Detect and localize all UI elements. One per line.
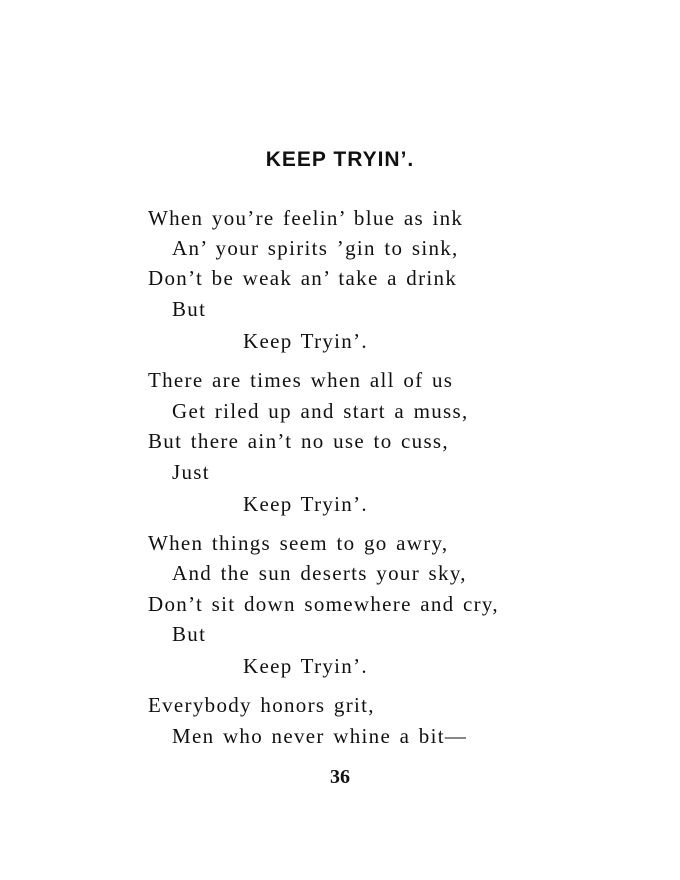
poem-line: But [172,297,207,321]
poem-line: Men who never whine a bit— [172,724,468,748]
page-number: 36 [330,766,350,788]
poem-line: There are times when all of us [148,368,454,392]
poem-line: Don’t sit down somewhere and cry, [148,592,499,616]
poem-line: But there ain’t no use to cuss, [148,429,449,453]
poem-line: Just [172,460,210,484]
poem-line: But [172,622,207,646]
refrain-line: Keep Tryin’. [243,329,368,353]
poem-line: Get riled up and start a muss, [172,399,469,423]
refrain-line: Keep Tryin’. [243,492,368,516]
poem-line: When things seem to go awry, [148,531,449,555]
poem-line: And the sun deserts your sky, [172,561,467,585]
poem-line: Don’t be weak an’ take a drink [148,266,458,290]
poem-title: KEEP TRYIN’. [265,148,415,171]
poem-line: An’ your spirits ’gin to sink, [172,236,459,260]
poem-line: Everybody honors grit, [148,693,375,717]
refrain-line: Keep Tryin’. [243,654,368,678]
poem-line: When you’re feelin’ blue as ink [148,206,464,230]
